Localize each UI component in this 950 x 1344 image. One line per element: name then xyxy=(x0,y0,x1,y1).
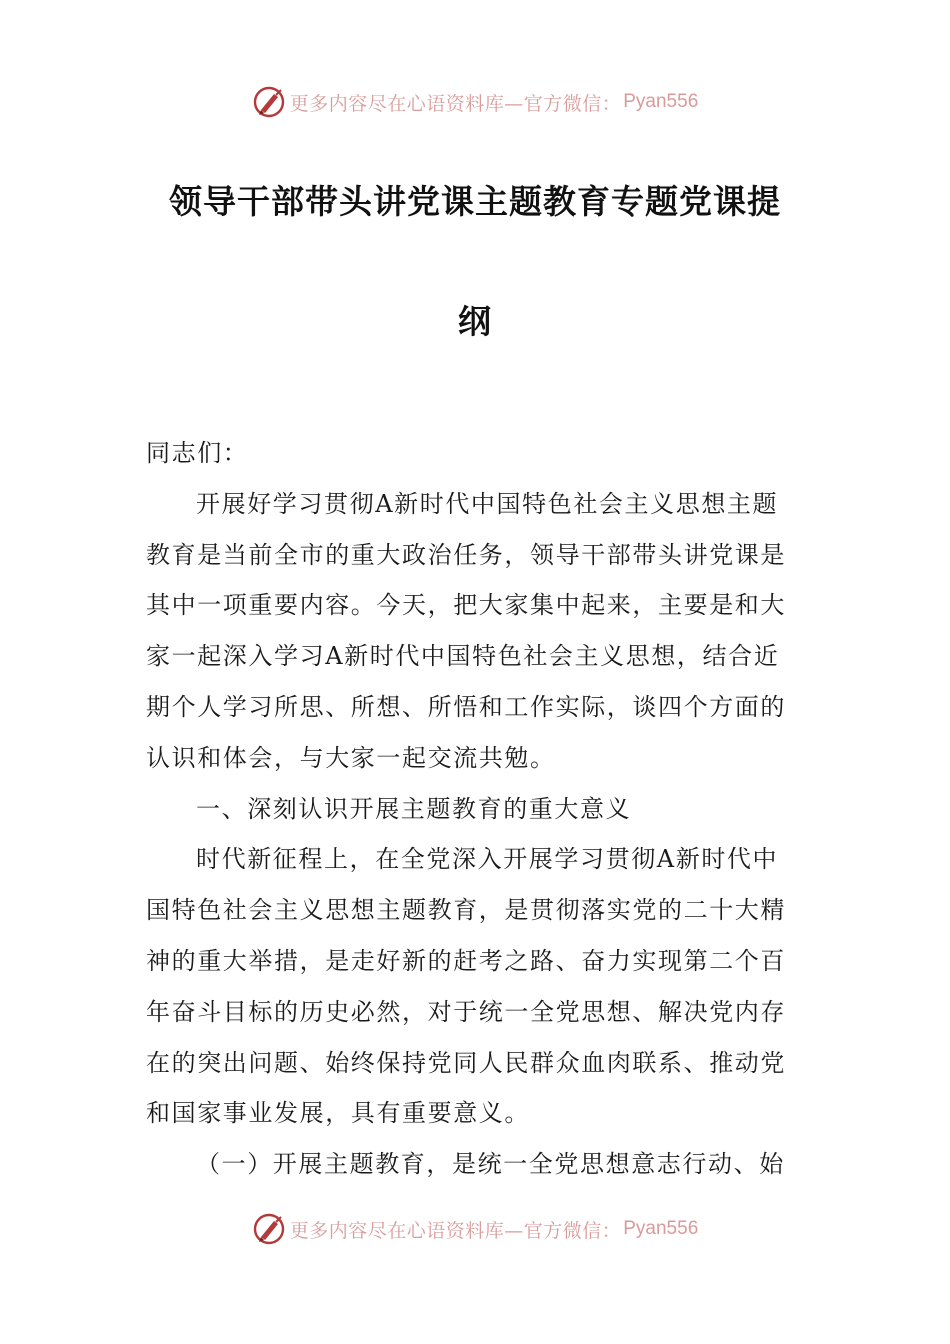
body-line: 时代新征程上，在全党深入开展学习贯彻A新时代中 xyxy=(196,845,779,874)
footer-watermark-banner xyxy=(0,1209,950,1249)
body-line: 教育是当前全市的重大政治任务，领导干部带头讲党课是 xyxy=(146,540,786,569)
body-line: 其中一项重要内容。今天，把大家集中起来，主要是和大 xyxy=(146,591,786,620)
body-line: 在的突出问题、始终保持党同人民群众血肉联系、推动党 xyxy=(146,1048,786,1077)
document-body xyxy=(146,428,804,1190)
banner-wechat-id: Pyan556 xyxy=(623,1218,699,1239)
body-line: 期个人学习所思、所想、所悟和工作实际，谈四个方面的 xyxy=(146,692,786,721)
body-line: 认识和体会，与大家一起交流共勉。 xyxy=(146,743,556,772)
header-watermark-banner xyxy=(0,82,950,122)
salutation: 同志们： xyxy=(146,439,249,467)
subsection-heading: （一）开展主题教育，是统一全党思想意志行动、始 xyxy=(196,1150,785,1179)
body-line: 国特色社会主义思想主题教育，是贯彻落实党的二十大精 xyxy=(146,896,786,925)
body-line: 家一起深入学习A新时代中国特色社会主义思想，结合近 xyxy=(146,642,780,671)
banner-text: 更多内容尽在心语资料库—官方微信： xyxy=(289,1219,622,1242)
body-line: 年奋斗目标的历史必然，对于统一全党思想、解决党内存 xyxy=(146,997,786,1026)
section-heading: 一、深刻认识开展主题教育的重大意义 xyxy=(196,794,632,823)
banner-wechat-id: Pyan556 xyxy=(623,91,699,112)
pen-nib-logo-icon xyxy=(252,85,286,119)
document-title-line-1: 领导干部带头讲党课主题教育专题党课提 xyxy=(169,182,781,221)
body-line: 和国家事业发展，具有重要意义。 xyxy=(146,1099,530,1128)
banner-text: 更多内容尽在心语资料库—官方微信： xyxy=(289,92,622,115)
pen-nib-logo-icon xyxy=(252,1212,286,1246)
body-line: 神的重大举措，是走好新的赶考之路、奋力实现第二个百 xyxy=(146,946,786,975)
body-line: 开展好学习贯彻A新时代中国特色社会主义思想主题 xyxy=(196,489,779,518)
document-title-line-2: 纲 xyxy=(458,302,492,341)
